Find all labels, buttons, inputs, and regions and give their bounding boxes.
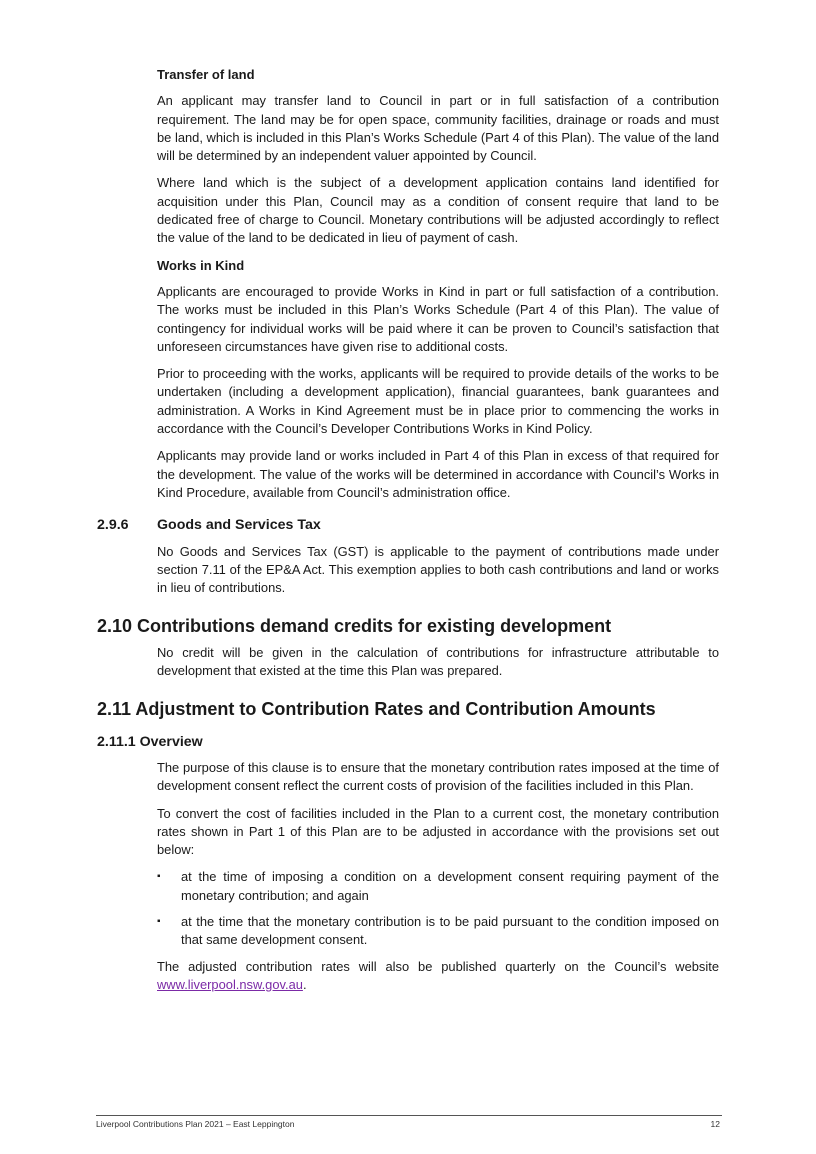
list-item-text: at the time of imposing a condition on a development consent requiring payment of the monetary contribution; and again	[181, 869, 719, 903]
credits-paragraph: No credit will be given in the calculation of contributions for infrastructure attributable to development that existed at the time this Plan was prepared.	[157, 644, 719, 679]
works-in-kind-paragraph-2: Prior to proceeding with the works, applicants will be required to provide details of the works to be undertaken (including a development application), financial guarantees, bank guarantees and administration. A Works in Kind Agreement must be in place prior to commencing the works in accordance with the Council’s Developer Contributions Works in Kind Policy.	[157, 366, 719, 437]
overview-paragraph-1: The purpose of this clause is to ensure that the monetary contribution rates imposed at the time of development consent reflect the current costs of provision of the facilities included in this Plan.	[157, 759, 719, 794]
footer-page-number: 12	[710, 1119, 720, 1129]
transfer-of-land-heading: Transfer of land	[157, 67, 255, 82]
document-body	[97, 66, 719, 1003]
overview-paragraph-2: To convert the cost of facilities included in the Plan to a current cost, the monetary contribution rates shown in Part 1 of this Plan are to be adjusted in accordance with the provisions set out below:	[157, 805, 719, 858]
transfer-of-land-paragraph-2: Where land which is the subject of a development application contains land identified for acquisition under this Plan, Council may as a condition of consent require that land to be dedicated free of charge to Council. Monetary contributions will be adjusted accordingly to reflect the value of the land to be dedicated in lieu of payment of cash.	[157, 175, 719, 246]
gst-heading	[97, 516, 719, 534]
works-in-kind-heading: Works in Kind	[157, 257, 245, 273]
transfer-of-land-paragraph-1: An applicant may transfer land to Council in part or in full satisfaction of a contribution requirement. The land may be for open space, community facilities, drainage or roads and must be land, which is included in this Plan’s Works Schedule (Part 4 of this Plan). The value of the land will be determined by an independent valuer appointed by Council.	[157, 93, 719, 164]
footer-divider	[96, 1115, 722, 1116]
website-paragraph-end: .	[302, 976, 307, 992]
website-paragraph	[157, 958, 719, 995]
works-in-kind-paragraph-1: Applicants are encouraged to provide Works in Kind in part or full satisfaction of a contribution. The works must be included in this Plan’s Works Schedule (Part 4 of this Plan). The value of contingency for individual works will be paid where it can be proven to Council’s satisfaction that unforeseen circumstances have given rise to additional costs.	[157, 283, 719, 354]
works-in-kind-paragraph-3: Applicants may provide land or works included in Part 4 of this Plan in excess of that required for the development. The value of the works will be determined in accordance with Council’s Works in Kind Procedure, available from Council’s administration office.	[157, 448, 719, 500]
overview-heading: 2.11.1 Overview	[97, 733, 203, 750]
list-item	[157, 868, 719, 905]
list-item-text: at the time that the monetary contribution is to be paid pursuant to the condition imposed on that same development consent.	[181, 913, 719, 948]
gst-paragraph: No Goods and Services Tax (GST) is applicable to the payment of contributions made under section 7.11 of the EP&A Act. This exemption applies to both cash contributions and land or works in lieu of contributions.	[157, 543, 719, 596]
gst-section-title: Goods and Services Tax	[157, 517, 321, 534]
website-paragraph-text: The adjusted contribution rates will also be published quarterly on the Council’s website	[157, 958, 719, 974]
adjustment-heading: 2.11 Adjustment to Contribution Rates and Contribution Amounts	[97, 699, 656, 720]
bullet-icon: ▪	[157, 871, 161, 883]
list-item	[157, 913, 719, 950]
footer-document-title: Liverpool Contributions Plan 2021 – East Leppington	[96, 1119, 295, 1129]
gst-section-number: 2.9.6	[97, 517, 129, 534]
credits-heading: 2.10 Contributions demand credits for existing development	[97, 616, 612, 637]
council-website-link[interactable]: www.liverpool.nsw.gov.au	[157, 976, 303, 992]
adjustment-bullet-list	[157, 868, 719, 949]
bullet-icon: ▪	[157, 915, 161, 927]
